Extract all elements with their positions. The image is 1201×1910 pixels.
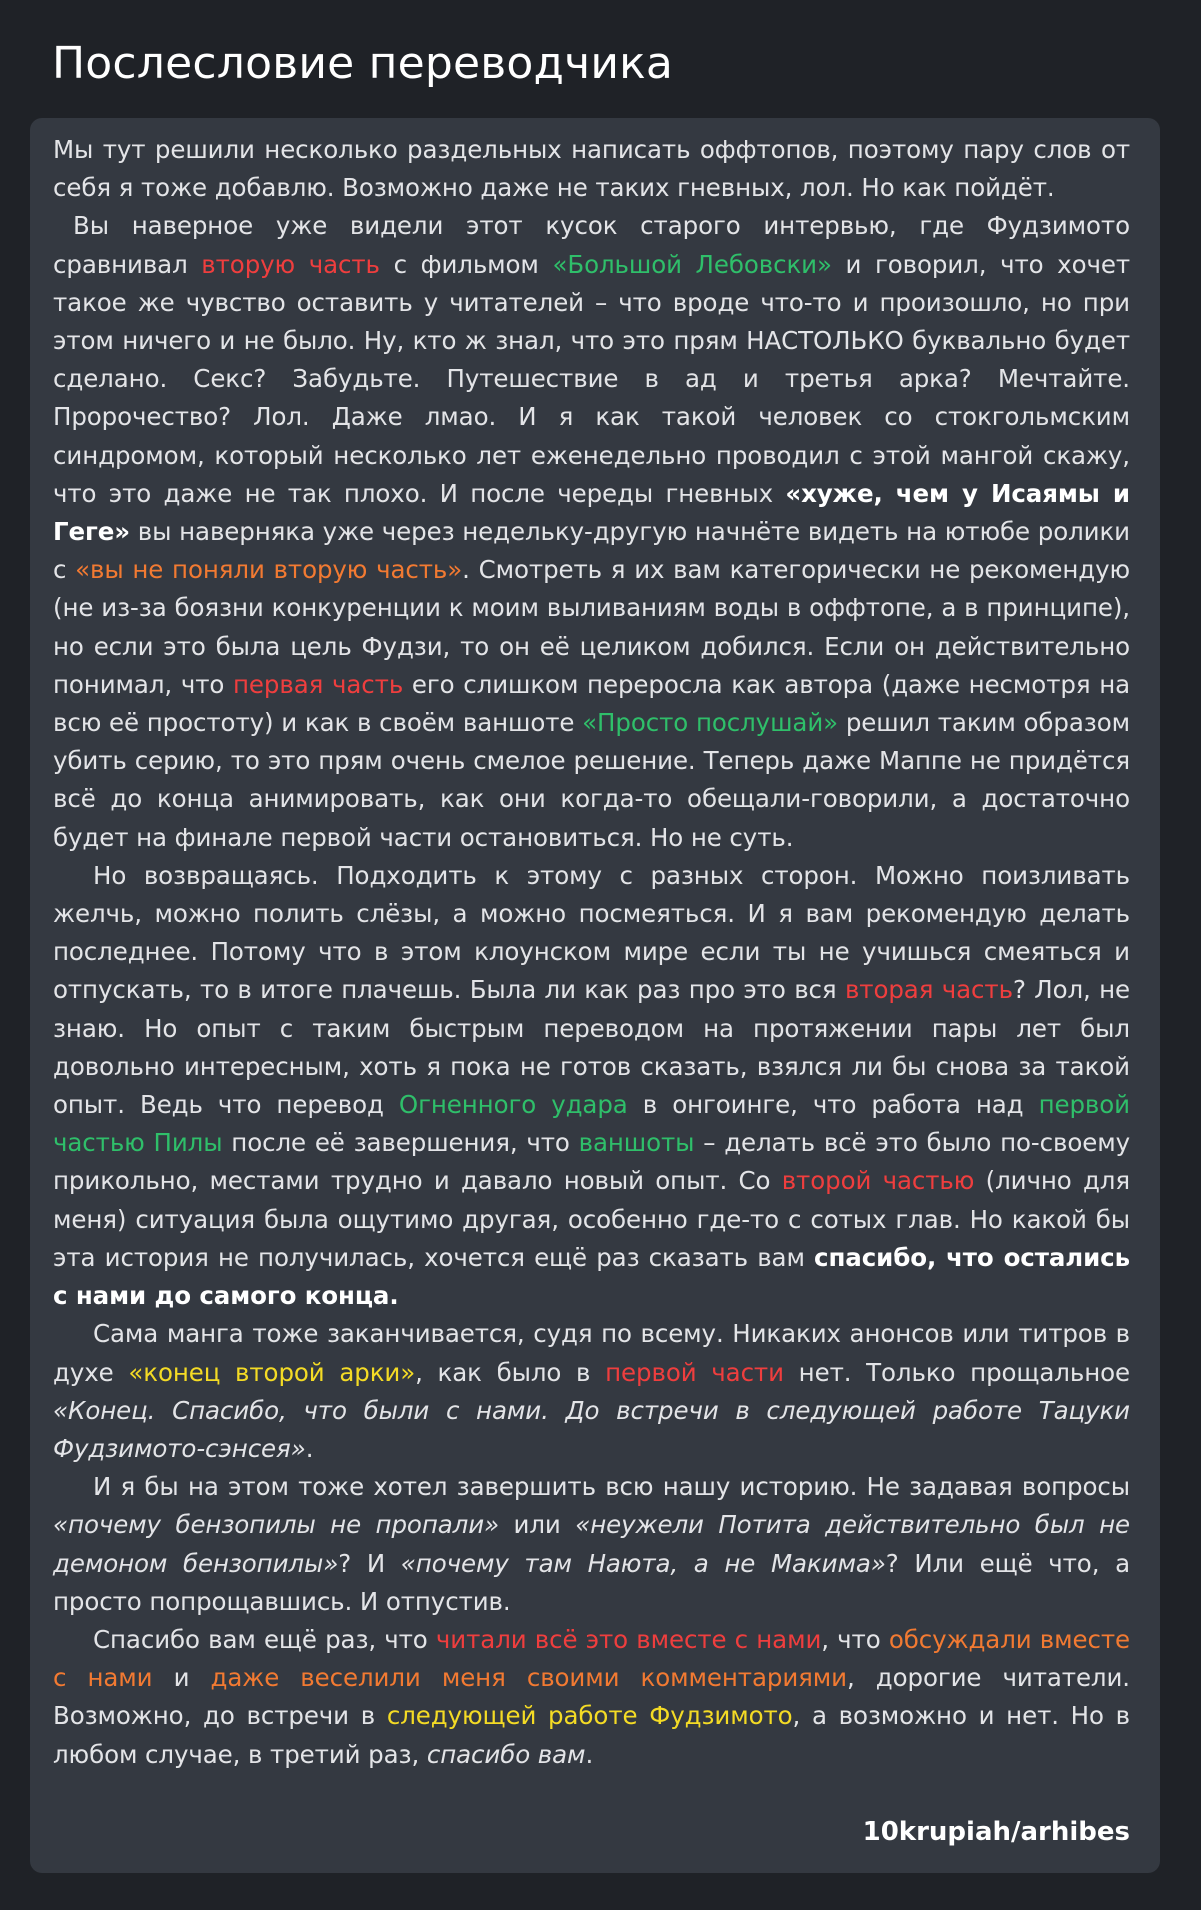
paragraph-text: с фильмом (379, 249, 553, 279)
paragraph-text: , дорогие читатели. Возможно, до встречи в (53, 1663, 1130, 1731)
paragraph-3 (53, 857, 1130, 1315)
paragraph-text: , что (821, 1624, 889, 1654)
paragraph-text: (лично для меня) ситуация была ощутимо другая, особенно где-то с сотых глав. Но какой бы эта история не получилась, хочется ещё раз сказать вам (53, 1166, 1130, 1272)
highlight-second-part: второй частью (781, 1166, 975, 1196)
highlight-comments: даже веселили меня своими комментариями (210, 1663, 847, 1693)
question-quote: «почему там Наюта, а не Макима» (400, 1548, 886, 1578)
paragraph-text: Сама манга тоже заканчивается, судя по всему. Никаких анонсов или титров в духе (53, 1319, 1130, 1387)
paragraph-text: . (585, 1739, 594, 1769)
highlight-second-part: вторую часть (201, 249, 380, 279)
highlight-quote-not-understood: «вы не поняли вторую часть» (75, 555, 463, 585)
paragraph-text: ? И (338, 1548, 401, 1578)
question-quote: «почему бензопилы не пропали» (53, 1510, 500, 1540)
paragraph-text: – делать всё это было по-своему прикольно, местами трудно и давало новый опыт. Со (53, 1128, 1130, 1196)
paragraph-text: , а возможно и нет. Но в любом случае, в третий раз, (53, 1701, 1130, 1769)
highlight-just-listen: «Просто послушай» (582, 708, 839, 738)
highlight-thanks-bold: спасибо, что остались с нами до самого конца. (53, 1242, 1130, 1311)
paragraph-text: Мы тут решили несколько раздельных написать оффтопов, поэтому пару слов от себя я тоже добавлю. Возможно даже не таких гневных, лол. Но как пойдёт. (53, 135, 1130, 203)
highlight-read-together: читали всё это вместе с нами (435, 1624, 822, 1654)
highlight-fire-punch: Огненного удара (398, 1090, 628, 1120)
highlight-big-lebowski: «Большой Лебовски» (552, 249, 832, 279)
paragraph-6 (53, 1621, 1130, 1774)
paragraph-text: Но возвращаясь. Подходить к этому с разных сторон. Можно поизливать желчь, можно полить слёзы, а можно посмеяться. И я вам рекомендую делать последнее. Потому что в этом клоунском мире если ты не учишься смеяться и отпускать, то в итоге плачешь. Была ли как раз про это вся (53, 860, 1130, 1005)
paragraph-2 (53, 207, 1130, 856)
paragraph-text: или (499, 1510, 576, 1540)
afterword-card (30, 118, 1160, 1873)
thanks-italic: спасибо вам (426, 1739, 586, 1769)
paragraph-text: и говорил, что хочет такое же чувство оставить у читателей – что вроде что-то и произошло, но при этом ничего и не было. Ну, кто ж знал, что это прям НАСТОЛЬКО буквально будет сделано. Секс? Забудьте. Путешествие в ад и третья арка? Мечтайте. Пророчество? Лол. Даже лмао. И я как такой человек со стокгольмским синдромом, который несколько лет еженедельно проводил с этой мангой скажу, что это даже не так плохо. И после череды гневных (53, 249, 1130, 508)
paragraph-text: решил таким образом убить серию, то это прям очень смелое решение. Теперь даже Маппе не придётся всё до конца анимировать, как они когда-то обещали-говорили, а достаточно будет на финале первой части остановиться. Но не суть. (53, 708, 1130, 852)
highlight-second-part: вторая часть (844, 975, 1013, 1005)
paragraph-text: ? Или ещё что, а просто попрощавшись. И отпустив. (53, 1548, 1130, 1616)
highlight-first-part: первая часть (233, 669, 404, 699)
paragraph-text: Вы наверное уже видели этот кусок старого интервью, где Фудзимото сравнивал (53, 211, 1130, 279)
paragraph-text: ? Лол, не знаю. Но опыт с таким быстрым переводом на протяжении пары лет был довольно интересным, хоть я пока не готов сказать, взялся ли бы снова за такой опыт. Ведь что перевод (53, 975, 1130, 1120)
paragraph-4 (53, 1315, 1130, 1468)
highlight-discussed-together: обсуждали вместе с нами (53, 1624, 1130, 1693)
paragraph-text: после её завершения, что (222, 1128, 579, 1158)
paragraph-1 (53, 131, 1130, 207)
highlight-next-work: следующей работе Фудзимото (386, 1701, 793, 1731)
paragraph-text: Спасибо вам ещё раз, что (93, 1624, 436, 1654)
paragraph-5 (53, 1468, 1130, 1621)
paragraph-text: , как было в (415, 1357, 606, 1387)
highlight-first-part-saw: первой частью Пилы (53, 1090, 1130, 1158)
paragraph-text: нет. Только прощальное (783, 1357, 1130, 1387)
paragraph-text: в онгоинге, что работа над (627, 1090, 1039, 1120)
paragraph-text: его слишком переросла как автора (даже несмотря на всю её простоту) и как в своём ваншоте (53, 669, 1131, 738)
afterword-text (53, 131, 1130, 1774)
highlight-end-second-arc: «конец второй арки» (128, 1357, 416, 1387)
highlight-first-part: первой части (605, 1357, 784, 1387)
paragraph-text: . (305, 1433, 314, 1463)
paragraph-text: и (152, 1663, 211, 1693)
highlight-quote-isayama: «хуже, чем у Исаямы и Геге» (53, 478, 1130, 547)
paragraph-text: вы наверняка уже через недельку-другую начнёте видеть на ютюбе ролики с (53, 517, 1130, 585)
question-quote: «неужели Потита действительно был не демоном бензопилы» (53, 1510, 1130, 1578)
farewell-quote: «Конец. Спасибо, что были с нами. До встречи в следующей работе Тацуки Фудзимото-сэнсея» (53, 1395, 1130, 1463)
page-title: Послесловие переводчика (52, 38, 674, 89)
paragraph-text: . Смотреть я их вам категорически не рекомендую (не из-за боязни конкуренции к моим выливаниям воды в оффтопе, а в принципе), но если это была цель Фудзи, то он её целиком добился. Если он действительно понимал, что (53, 555, 1130, 699)
signature: 10krupiah/arhibes (862, 1817, 1130, 1847)
paragraph-text: И я бы на этом тоже хотел завершить всю нашу историю. Не задавая вопросы (93, 1472, 1130, 1502)
highlight-oneshots: ваншоты (578, 1128, 695, 1158)
